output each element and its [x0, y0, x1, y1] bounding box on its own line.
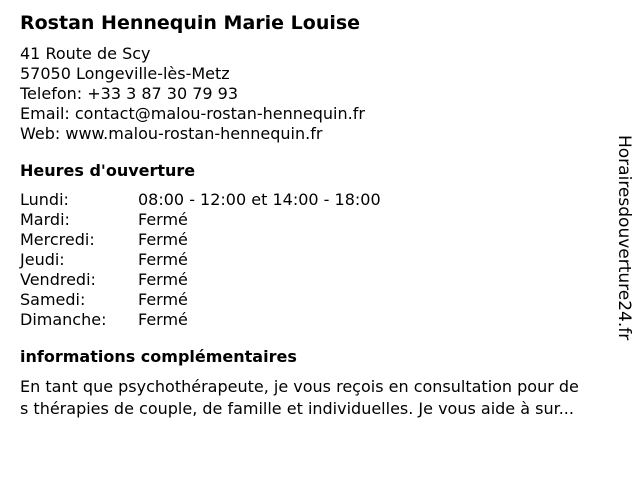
hours-day: Mardi: — [20, 210, 70, 229]
hours-row-friday — [20, 270, 610, 290]
hours-row-monday — [20, 190, 610, 210]
hours-time: Fermé — [138, 250, 188, 269]
contact-block — [20, 44, 610, 144]
hours-row-wednesday — [20, 230, 610, 250]
info-text-line2: s thérapies de couple, de famille et individuelles. Je vous aide à sur... — [20, 399, 574, 418]
address-line2: 57050 Longeville-lès-Metz — [20, 64, 230, 83]
hours-row-tuesday — [20, 210, 610, 230]
hours-time: 08:00 - 12:00 et 14:00 - 18:00 — [138, 190, 381, 209]
hours-day: Dimanche: — [20, 310, 107, 329]
hours-title: Heures d'ouverture — [20, 161, 196, 180]
hours-row-sunday — [20, 310, 610, 330]
email: Email: contact@malou-rostan-hennequin.fr — [20, 104, 365, 123]
hours-row-saturday — [20, 290, 610, 310]
hours-day: Mercredi: — [20, 230, 95, 249]
hours-time: Fermé — [138, 270, 188, 289]
hours-day: Lundi: — [20, 190, 69, 209]
phone: Telefon: +33 3 87 30 79 93 — [20, 84, 239, 103]
hours-day: Jeudi: — [20, 250, 65, 269]
website: Web: www.malou-rostan-hennequin.fr — [20, 124, 323, 143]
business-card — [20, 10, 610, 420]
hours-day: Samedi: — [20, 290, 86, 309]
info-title: informations complémentaires — [20, 347, 297, 366]
watermark: Horairesdouverture24.fr — [614, 135, 634, 341]
hours-time: Fermé — [138, 290, 188, 309]
hours-row-thursday — [20, 250, 610, 270]
info-text — [20, 376, 630, 420]
hours-time: Fermé — [138, 310, 188, 329]
address-line1: 41 Route de Scy — [20, 44, 151, 63]
business-name: Rostan Hennequin Marie Louise — [20, 12, 361, 34]
hours-day: Vendredi: — [20, 270, 96, 289]
hours-time: Fermé — [138, 210, 188, 229]
hours-table — [20, 190, 610, 330]
info-text-line1: En tant que psychothérapeute, je vous reçois en consultation pour de — [20, 377, 579, 396]
hours-time: Fermé — [138, 230, 188, 249]
